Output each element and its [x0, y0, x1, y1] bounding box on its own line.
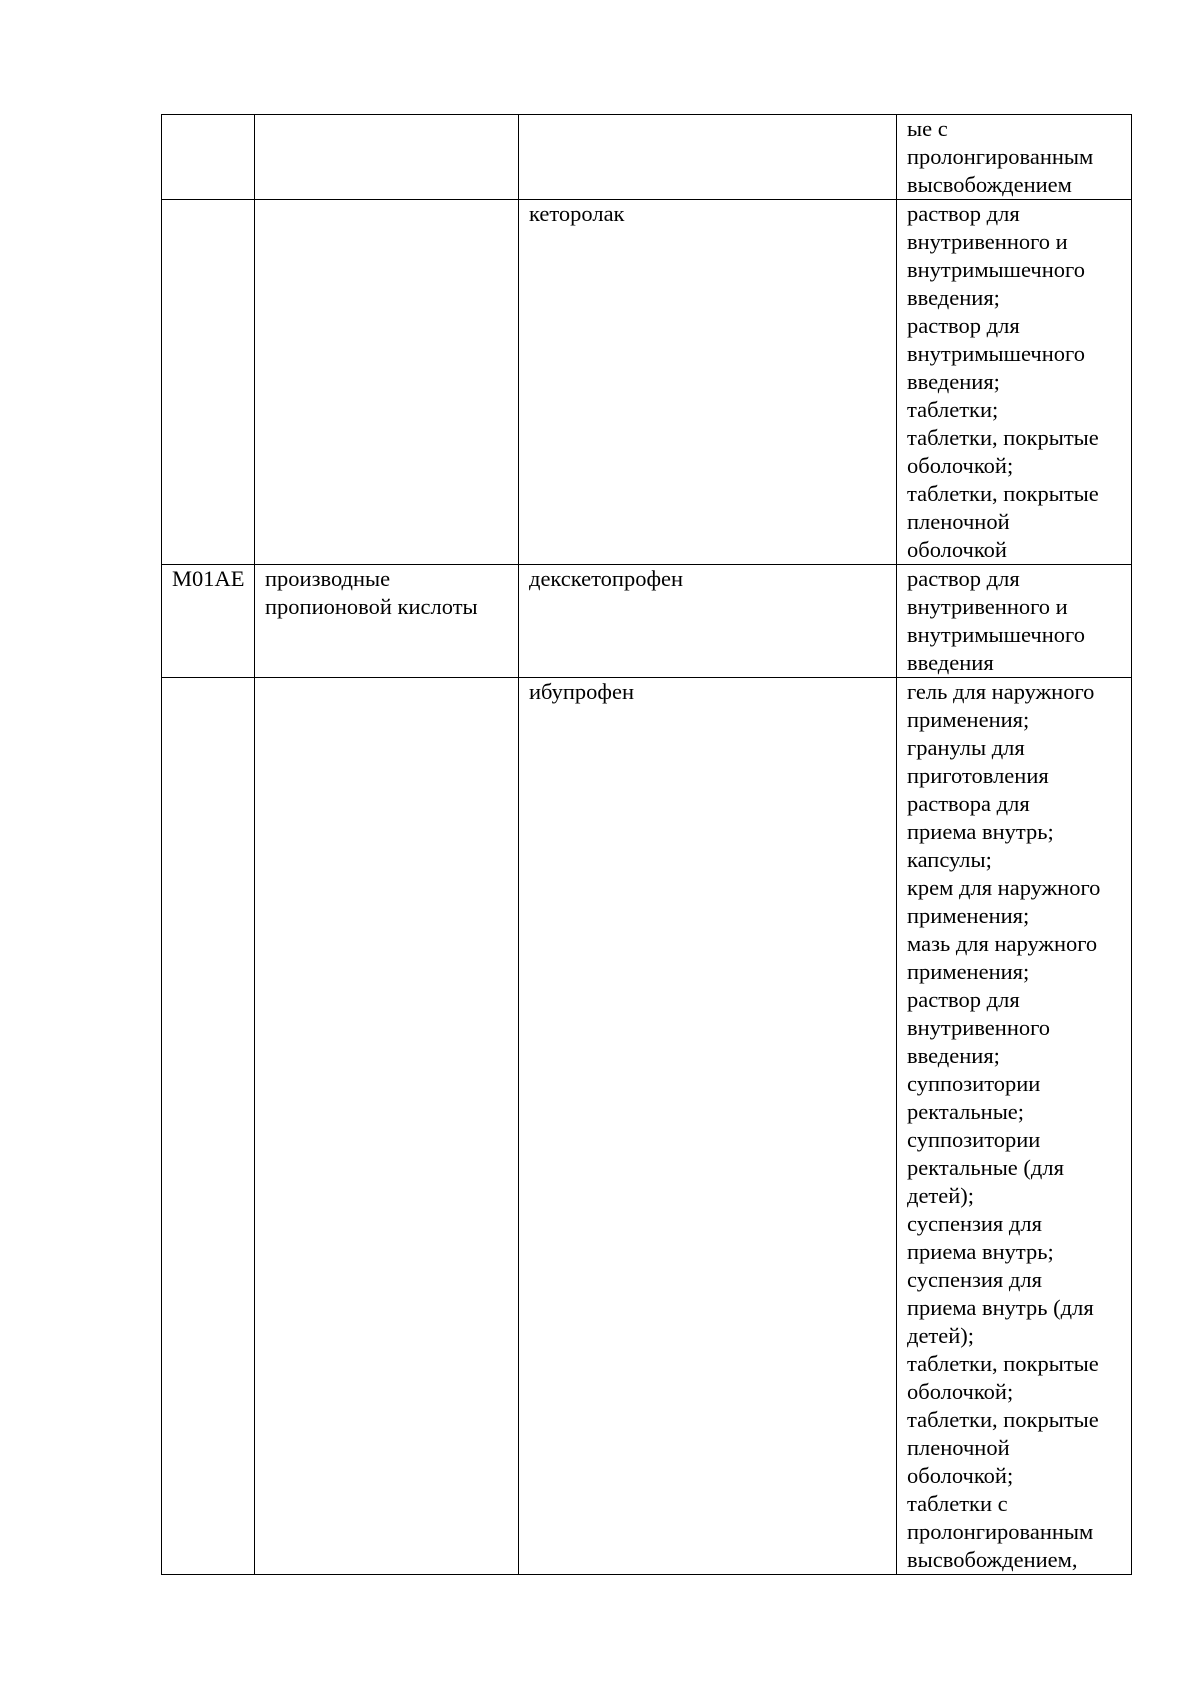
dosage-form-line: приготовления: [907, 763, 1049, 788]
dosage-form-line: внутривенного и: [907, 594, 1068, 619]
dosage-form-line: оболочкой;: [907, 1379, 1014, 1404]
dosage-form-line: пролонгированным: [907, 1519, 1094, 1544]
dosage-form-line: внутримышечного: [907, 341, 1085, 366]
dosage-form-line: внутримышечного: [907, 257, 1085, 282]
atc-code: M01AE: [172, 566, 245, 591]
dosage-form-line: введения: [907, 650, 994, 675]
dosage-form-line: раствор для: [907, 987, 1020, 1012]
dosage-form-line: пленочной: [907, 1435, 1010, 1460]
dosage-form-line: приема внутрь;: [907, 1239, 1054, 1264]
table-row: [162, 565, 1132, 678]
dosage-form-line: ректальные (для: [907, 1155, 1064, 1180]
dosage-form-line: суппозитории: [907, 1127, 1041, 1152]
dosage-form-line: введения;: [907, 285, 1000, 310]
dosage-forms-cell: [897, 565, 1132, 678]
dosage-form-line: высвобождением: [907, 172, 1072, 197]
dosage-form-line: применения;: [907, 959, 1030, 984]
dosage-form-line: крем для наружного: [907, 875, 1101, 900]
dosage-form-line: раствор для: [907, 566, 1020, 591]
dosage-form-line: суспензия для: [907, 1211, 1042, 1236]
dosage-form-line: пленочной: [907, 509, 1010, 534]
dosage-form-line: раствора для: [907, 791, 1030, 816]
substance-name-cell: [519, 200, 897, 565]
dosage-form-line: гель для наружного: [907, 679, 1095, 704]
substance-name: ибупрофен: [529, 679, 635, 704]
pharmacological-group-cell: [255, 200, 519, 565]
dosage-form-line: оболочкой;: [907, 1463, 1014, 1488]
dosage-forms-cell: [897, 200, 1132, 565]
dosage-form-line: применения;: [907, 903, 1030, 928]
dosage-form-line: ые с: [907, 116, 948, 141]
atc-code-cell: [162, 115, 255, 200]
atc-code-cell: [162, 678, 255, 1575]
dosage-form-line: таблетки, покрытые: [907, 1351, 1099, 1376]
dosage-forms-cell: [897, 678, 1132, 1575]
table-row: [162, 678, 1132, 1575]
dosage-form-line: таблетки, покрытые: [907, 481, 1099, 506]
dosage-form-line: гранулы для: [907, 735, 1025, 760]
group-line: пропионовой кислоты: [265, 594, 478, 619]
dosage-form-line: таблетки с: [907, 1491, 1008, 1516]
dosage-form-line: оболочкой: [907, 537, 1007, 562]
dosage-form-line: детей);: [907, 1323, 975, 1348]
dosage-form-line: таблетки;: [907, 397, 999, 422]
dosage-forms-cell: [897, 115, 1132, 200]
substance-name: декскетопрофен: [529, 566, 684, 591]
atc-code-cell: [162, 565, 255, 678]
dosage-form-line: внутривенного и: [907, 229, 1068, 254]
table-body: [162, 115, 1132, 1575]
dosage-form-line: детей);: [907, 1183, 975, 1208]
table-row: [162, 200, 1132, 565]
dosage-form-line: применения;: [907, 707, 1030, 732]
dosage-form-line: пролонгированным: [907, 144, 1094, 169]
dosage-form-line: приема внутрь;: [907, 819, 1054, 844]
medicines-table: [161, 114, 1132, 1575]
table-row: [162, 115, 1132, 200]
substance-name-cell: [519, 565, 897, 678]
substance-name-cell: [519, 678, 897, 1575]
dosage-form-line: внутримышечного: [907, 622, 1085, 647]
dosage-form-line: капсулы;: [907, 847, 992, 872]
dosage-form-line: раствор для: [907, 313, 1020, 338]
pharmacological-group-cell: [255, 565, 519, 678]
substance-name: кеторолак: [529, 201, 625, 226]
dosage-form-line: суппозитории: [907, 1071, 1041, 1096]
dosage-form-line: внутривенного: [907, 1015, 1051, 1040]
atc-code-cell: [162, 200, 255, 565]
dosage-form-line: высвобождением,: [907, 1547, 1078, 1572]
substance-name-cell: [519, 115, 897, 200]
group-line: производные: [265, 566, 391, 591]
pharmacological-group-cell: [255, 115, 519, 200]
dosage-form-line: суспензия для: [907, 1267, 1042, 1292]
dosage-form-line: оболочкой;: [907, 453, 1014, 478]
dosage-form-line: таблетки, покрытые: [907, 1407, 1099, 1432]
dosage-form-line: введения;: [907, 369, 1000, 394]
dosage-form-line: приема внутрь (для: [907, 1295, 1094, 1320]
dosage-form-line: ректальные;: [907, 1099, 1025, 1124]
dosage-form-line: раствор для: [907, 201, 1020, 226]
dosage-form-line: введения;: [907, 1043, 1000, 1068]
dosage-form-line: таблетки, покрытые: [907, 425, 1099, 450]
dosage-form-line: мазь для наружного: [907, 931, 1098, 956]
pharmacological-group-cell: [255, 678, 519, 1575]
